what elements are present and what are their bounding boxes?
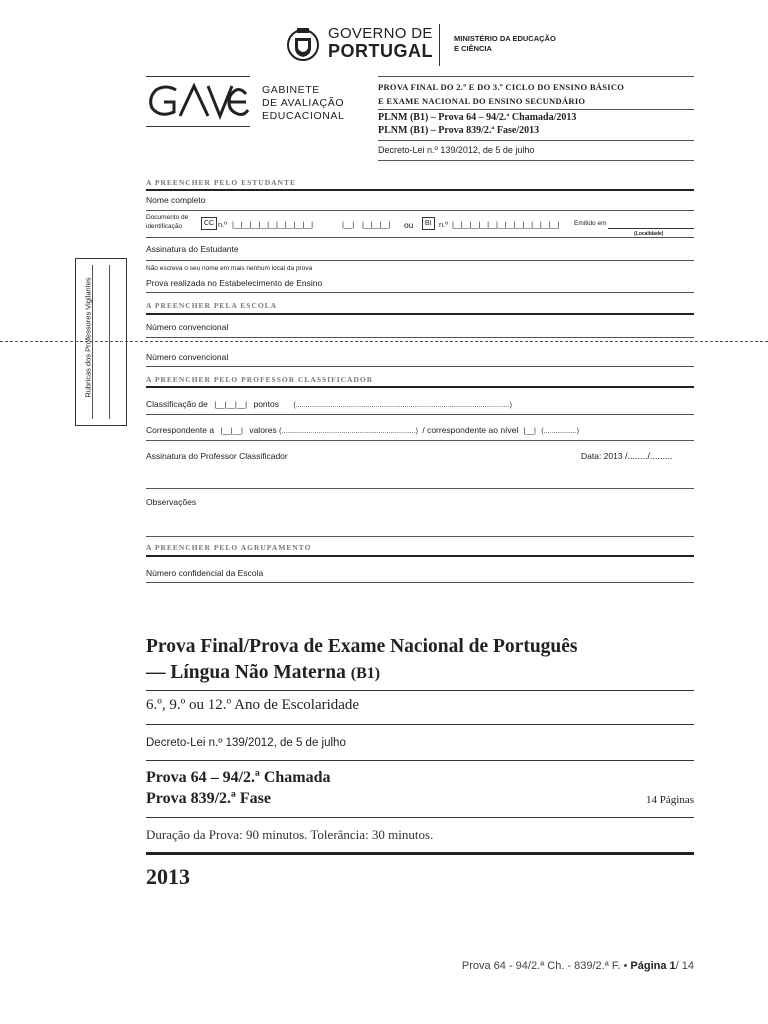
classification-rule	[146, 414, 694, 415]
main-title	[146, 634, 706, 687]
bi-number-label: n.º	[439, 220, 448, 229]
main-title-line2-wrap	[146, 660, 706, 687]
conventional-number-rule-2	[146, 366, 694, 367]
ministry-line2: E CIÊNCIA	[454, 44, 492, 53]
cc-suffix-input[interactable]: |__|__|__|	[362, 220, 390, 229]
gave-top-rule	[146, 76, 250, 77]
issued-input[interactable]	[608, 228, 694, 229]
duration-rule	[146, 852, 694, 855]
exam-title-line2: E EXAME NACIONAL DO ENSINO SECUNDÁRIO	[378, 96, 586, 106]
school-of-exam-rule	[146, 292, 694, 293]
prova-codes	[146, 767, 331, 809]
gov-title	[328, 26, 438, 60]
conventional-number-rule-1	[146, 337, 694, 338]
main-decree: Decreto-Lei n.º 139/2012, de 5 de julho	[146, 737, 346, 749]
exam-code-line2: PLNM (B1) – Prova 839/2.ª Fase/2013	[378, 125, 540, 136]
exam-header-bottom-rule	[378, 160, 694, 161]
school-section-title: A PREENCHER PELA ESCOLA	[146, 301, 278, 310]
gov-line1: GOVERNO DE	[328, 25, 433, 42]
exam-year: 2013	[146, 864, 190, 889]
correspond-level-label: / correspondente ao nível	[422, 425, 519, 435]
observations-rule	[146, 536, 694, 537]
header-decree: Decreto-Lei n.º 139/2012, de 5 de julho	[378, 145, 535, 155]
cc-number-input[interactable]: |__|__|__|__|__|__|__|__|__|	[232, 220, 313, 229]
government-emblem-icon	[286, 24, 320, 64]
exam-title-line1: PROVA FINAL DO 2.º E DO 3.º CICLO DO ENSINO BÁSICO	[378, 82, 625, 92]
exam-title-rule	[378, 109, 694, 110]
student-signature-field[interactable]: Assinatura do Estudante	[146, 244, 239, 254]
gave-line1: GABINETE	[262, 84, 320, 96]
or-label: ou	[404, 220, 414, 230]
group-section-rule	[146, 555, 694, 557]
conventional-number-field-1[interactable]: Número convencional	[146, 322, 229, 332]
page-footer	[380, 960, 694, 972]
grader-signature-rule	[146, 488, 694, 489]
cc-checkbox[interactable]: CC	[201, 217, 217, 230]
conventional-number-field-2[interactable]: Número convencional	[146, 352, 229, 362]
gave-logo-icon	[146, 80, 250, 122]
id-document-label-line1: Documento de	[146, 214, 189, 221]
bi-checkbox[interactable]: BI	[422, 217, 435, 230]
footer-exam-ref: Prova 64 - 94/2.ª Ch. - 839/2.ª F. •	[461, 960, 628, 972]
footer-page-label: Página 1	[630, 960, 676, 972]
exam-codes-rule	[378, 140, 694, 141]
student-signature-rule	[146, 260, 694, 261]
gov-line2: PORTUGAL	[328, 41, 433, 61]
gave-bottom-rule	[146, 126, 250, 127]
main-title-level: (B1)	[350, 665, 381, 682]
ministry-line1: MINISTÉRIO DA EDUCAÇÃO	[454, 34, 556, 43]
correspond-words-input[interactable]: (.....................................................................)	[279, 428, 418, 435]
confidential-number-rule	[146, 582, 694, 583]
correspond-values-input[interactable]: |__|__|	[220, 426, 243, 435]
cut-line	[0, 341, 768, 342]
confidential-number-field[interactable]: Número confidencial da Escola	[146, 568, 264, 578]
full-name-field[interactable]: Nome completo	[146, 195, 206, 205]
footer-page-total: / 14	[675, 960, 694, 972]
duration: Duração da Prova: 90 minutos. Tolerância: 30 minutos.	[146, 827, 434, 842]
level-input[interactable]: |__|	[523, 426, 536, 435]
gave-name	[262, 84, 344, 123]
cc-number-label: n.º	[218, 220, 227, 229]
student-section-rule	[146, 189, 694, 191]
exam-header-top-rule	[378, 76, 694, 77]
invigilator-line-2	[109, 265, 110, 419]
grader-date-label: Data: 2013	[581, 451, 623, 461]
main-title-line2: — Língua Não Materna	[146, 662, 346, 683]
correspondence-rule	[146, 440, 694, 441]
id-document-row	[146, 213, 694, 237]
prova-codes-rule	[146, 817, 694, 818]
issued-label: Emitido em	[574, 220, 607, 227]
group-section-title: A PREENCHER PELO AGRUPAMENTO	[146, 543, 312, 552]
school-section-rule	[146, 313, 694, 315]
school-years: 6.º, 9.º ou 12.º Ano de Escolaridade	[146, 697, 360, 713]
main-title-rule	[146, 690, 694, 691]
correspond-prefix: Correspondente a	[146, 425, 215, 435]
correspond-values-label: valores	[249, 425, 277, 435]
classification-words-input[interactable]: (..............................................................................................................)	[293, 402, 512, 409]
header-divider	[439, 24, 440, 66]
invigilator-signature-box[interactable]	[75, 258, 127, 426]
grader-date-input[interactable]: /......../.........	[624, 451, 673, 461]
exam-code-line1: PLNM (B1) – Prova 64 – 94/2.ª Chamada/2013	[378, 112, 577, 123]
school-of-exam-field[interactable]: Prova realizada no Estabelecimento de Ensino	[146, 278, 323, 288]
observations-field[interactable]: Observações	[146, 497, 197, 507]
cc-check-digit-input[interactable]: |__|	[342, 220, 355, 229]
level-words-input[interactable]: (.................)	[541, 428, 580, 435]
student-section-title: A PREENCHER PELO ESTUDANTE	[146, 178, 296, 187]
id-document-rule	[146, 237, 694, 238]
grader-signature-field[interactable]: Assinatura do Professor Classificador	[146, 451, 288, 461]
name-warning: Não escreva o seu nome em mais nenhum local da prova	[146, 265, 313, 272]
classification-prefix: Classificação de	[146, 399, 208, 409]
grader-date-field[interactable]	[581, 451, 672, 461]
main-decree-rule	[146, 760, 694, 761]
page-count: 14 Páginas	[646, 794, 694, 806]
ministry-name	[454, 34, 556, 54]
gave-line2: DE AVALIAÇÃO	[262, 97, 345, 109]
locality-label: (Localidade)	[634, 231, 664, 237]
id-document-label	[146, 213, 188, 231]
invigilator-label: Rubricas dos Professores Vigilantes	[83, 277, 93, 398]
exam-title	[378, 80, 624, 108]
gave-line3: EDUCACIONAL	[262, 110, 345, 122]
classification-suffix: pontos	[253, 399, 279, 409]
classification-row	[146, 399, 694, 409]
prova-line2: Prova 839/2.ª Fase	[146, 790, 271, 807]
correspondence-row	[146, 425, 694, 435]
grader-section-rule	[146, 386, 694, 388]
exam-codes	[378, 111, 576, 137]
main-title-line1: Prova Final/Prova de Exame Nacional de Português	[146, 636, 578, 657]
bi-number-input[interactable]: |__|__|__|__|__|__|__|__|__|__|__|__|	[452, 220, 559, 229]
id-document-label-line2: identificação	[146, 223, 183, 230]
grader-section-title: A PREENCHER PELO PROFESSOR CLASSIFICADOR	[146, 375, 374, 384]
classification-points-input[interactable]: |__|__|__|	[214, 400, 248, 409]
prova-line1: Prova 64 – 94/2.ª Chamada	[146, 769, 331, 786]
full-name-rule	[146, 210, 694, 211]
school-years-rule	[146, 724, 694, 725]
